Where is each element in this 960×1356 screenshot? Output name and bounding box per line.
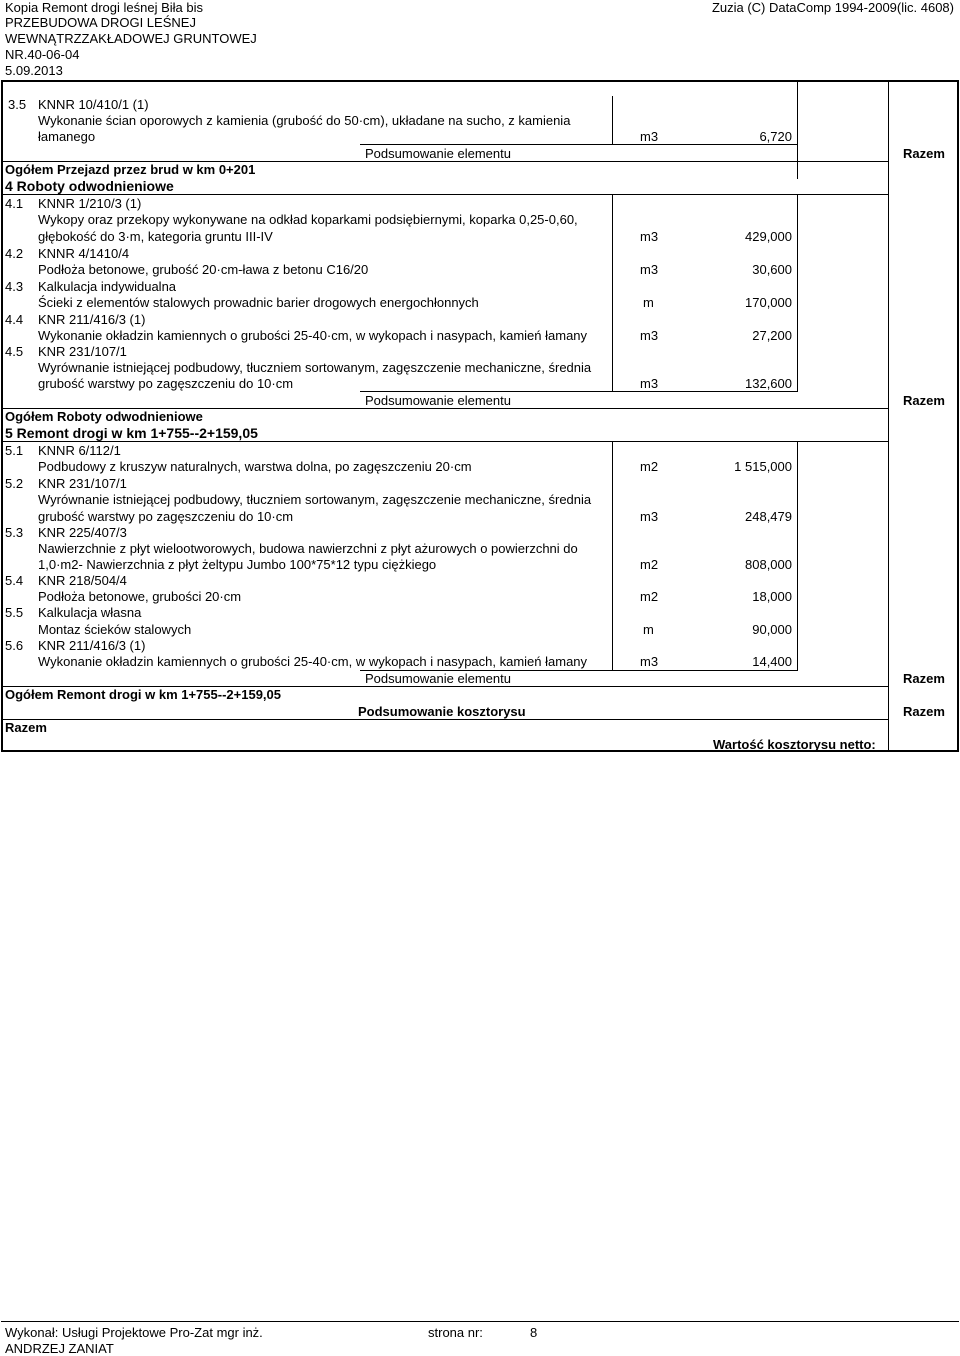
item-description: 1,0·m2- Nawierzchnia z płyt żeltypu Jumbo 100*75*12 typu ciężkiego	[38, 557, 437, 572]
item-code: KNR 231/107/1	[38, 476, 127, 491]
item-code: KNNR 1/210/3 (1)	[38, 196, 142, 211]
item-description: Montaz ścieków stalowych	[38, 622, 192, 637]
table-top-border	[1, 80, 959, 82]
item-unit: m2	[640, 459, 659, 474]
item-quantity: 27,200	[752, 328, 792, 343]
item-unit: m3	[640, 262, 659, 277]
page-number-label: strona nr:	[428, 1325, 483, 1340]
element-summary: Podsumowanie elementu	[365, 146, 511, 161]
item-number: 5.1	[5, 443, 24, 458]
item-code: KNR 211/416/3 (1)	[38, 312, 146, 327]
value-column-divider	[797, 80, 798, 179]
item-description: Podłoża betonowe, grubość 20·cm-ława z betonu C16/20	[38, 262, 369, 277]
razem-column-divider	[888, 80, 889, 751]
item-unit: m	[643, 622, 654, 637]
item-quantity: 132,600	[745, 376, 792, 391]
section-total: Ogółem Roboty odwodnieniowe	[5, 409, 203, 424]
razem-label: Razem	[903, 704, 945, 719]
razem-label: Razem	[903, 393, 945, 408]
item-unit: m3	[640, 376, 659, 391]
item-description: grubość warstwy po zagęszczeniu do 10·cm	[38, 376, 294, 391]
item-description: Podłoża betonowe, grubości 20·cm	[38, 589, 242, 604]
table-left-border	[1, 80, 3, 751]
item-number: 4.3	[5, 279, 24, 294]
section-total: Ogółem Remont drogi w km 1+755--2+159,05	[5, 687, 281, 702]
item-number: 4.4	[5, 312, 24, 327]
header-line-1: Kopia Remont drogi leśnej Biła bis	[5, 0, 203, 15]
item-description: grubość warstwy po zagęszczeniu do 10·cm	[38, 509, 294, 524]
item-number: 4.1	[5, 196, 24, 211]
item-code: KNNR 10/410/1 (1)	[38, 97, 149, 112]
item-unit: m3	[640, 509, 659, 524]
table-right-border	[957, 80, 959, 751]
item-quantity: 1 515,000	[734, 459, 792, 474]
item-quantity: 6,720	[759, 129, 792, 144]
item-description: Wykonanie okładzin kamiennych o grubości 25-40·cm, w wykopach i nasypach, kamień łamany	[38, 328, 588, 343]
item-quantity: 170,000	[745, 295, 792, 310]
item-code: Kalkulacja indywidualna	[38, 279, 177, 294]
item-description: Podbudowy z kruszyw naturalnych, warstwa dolna, po zagęszczeniu 20·cm	[38, 459, 472, 474]
item-description: łamanego	[38, 129, 96, 144]
header-software: Zuzia (C) DataComp 1994-2009(lic. 4608)	[711, 0, 954, 15]
item-quantity: 90,000	[752, 622, 792, 637]
element-summary: Podsumowanie elementu	[365, 393, 511, 408]
footer-author: Wykonał: Usługi Projektowe Pro-Zat mgr inż.	[5, 1325, 263, 1340]
footer-author-name: ANDRZEJ ZANIAT	[5, 1341, 114, 1356]
item-number: 5.4	[5, 573, 24, 588]
item-description: głębokość do 3·m, kategoria gruntu III-IV	[38, 229, 273, 244]
header-line-5: 5.09.2013	[5, 63, 63, 78]
item-description: Wykonanie ścian oporowych z kamienia (grubość do 50·cm), układane na sucho, z kamienia	[38, 113, 571, 128]
header-line-2: PRZEBUDOWA DROGI LEŚNEJ	[5, 15, 196, 30]
item-quantity: 30,600	[752, 262, 792, 277]
item-number: 3.5	[8, 97, 27, 112]
item-description: Wykopy oraz przekopy wykonywane na odkład koparkami podsiębiernymi, koparka 0,25-0,60,	[38, 212, 578, 227]
item-description: Wykonanie okładzin kamiennych o grubości 25-40·cm, w wykopach i nasypach, kamień łamany	[38, 654, 588, 669]
header-line-3: WEWNĄTRZZAKŁADOWEJ GRUNTOWEJ	[5, 31, 257, 46]
section-total: Ogółem Przejazd przez brud w km 0+201	[5, 162, 256, 177]
item-description: Wyrównanie istniejącej podbudowy, tłuczniem sortowanym, zagęszczenie mechaniczne, średnia	[38, 360, 592, 375]
item-number: 5.3	[5, 525, 24, 540]
footer-divider	[1, 1321, 959, 1322]
item-code: KNNR 4/1410/4	[38, 246, 130, 261]
item-number: 5.5	[5, 605, 24, 620]
net-value-label: Wartość kosztorysu netto:	[713, 737, 876, 752]
item-code: KNR 211/416/3 (1)	[38, 638, 146, 653]
razem-label: Razem	[903, 146, 945, 161]
item-description: Nawierzchnie z płyt wielootworowych, budowa nawierzchni z płyt ażurowych o powierzchni do	[38, 541, 578, 556]
item-unit: m	[643, 295, 654, 310]
item-description: Ścieki z elementów stalowych prowadnic barier drogowych energochłonnych	[38, 295, 479, 310]
item-number: 5.2	[5, 476, 24, 491]
razem-label: Razem	[903, 671, 945, 686]
item-unit: m3	[640, 129, 659, 144]
item-description: Wyrównanie istniejącej podbudowy, tłuczniem sortowanym, zagęszczenie mechaniczne, średnia	[38, 492, 592, 507]
item-code: KNR 231/107/1	[38, 344, 127, 359]
item-unit: m3	[640, 229, 659, 244]
element-summary: Podsumowanie elementu	[365, 671, 511, 686]
section-heading: 4 Roboty odwodnieniowe	[5, 178, 174, 194]
item-code: KNR 225/407/3	[38, 525, 127, 540]
item-unit: m2	[640, 557, 659, 572]
header-line-4: NR.40-06-04	[5, 47, 80, 62]
item-quantity: 808,000	[745, 557, 792, 572]
estimate-summary: Podsumowanie kosztorysu	[358, 704, 526, 719]
item-number: 4.5	[5, 344, 24, 359]
item-unit: m3	[640, 328, 659, 343]
item-code: KNNR 6/112/1	[38, 443, 121, 458]
item-unit: m3	[640, 654, 659, 669]
item-quantity: 248,479	[745, 509, 792, 524]
page-number: 8	[530, 1325, 538, 1340]
item-code: KNR 218/504/4	[38, 573, 127, 588]
section-heading: 5 Remont drogi w km 1+755--2+159,05	[5, 425, 258, 441]
item-quantity: 429,000	[745, 229, 792, 244]
item-unit: m2	[640, 589, 659, 604]
item-number: 4.2	[5, 246, 24, 261]
item-code: Kalkulacja własna	[38, 605, 142, 620]
item-number: 5.6	[5, 638, 24, 653]
item-quantity: 18,000	[752, 589, 792, 604]
razem-total-label: Razem	[5, 720, 47, 735]
item-quantity: 14,400	[752, 654, 792, 669]
